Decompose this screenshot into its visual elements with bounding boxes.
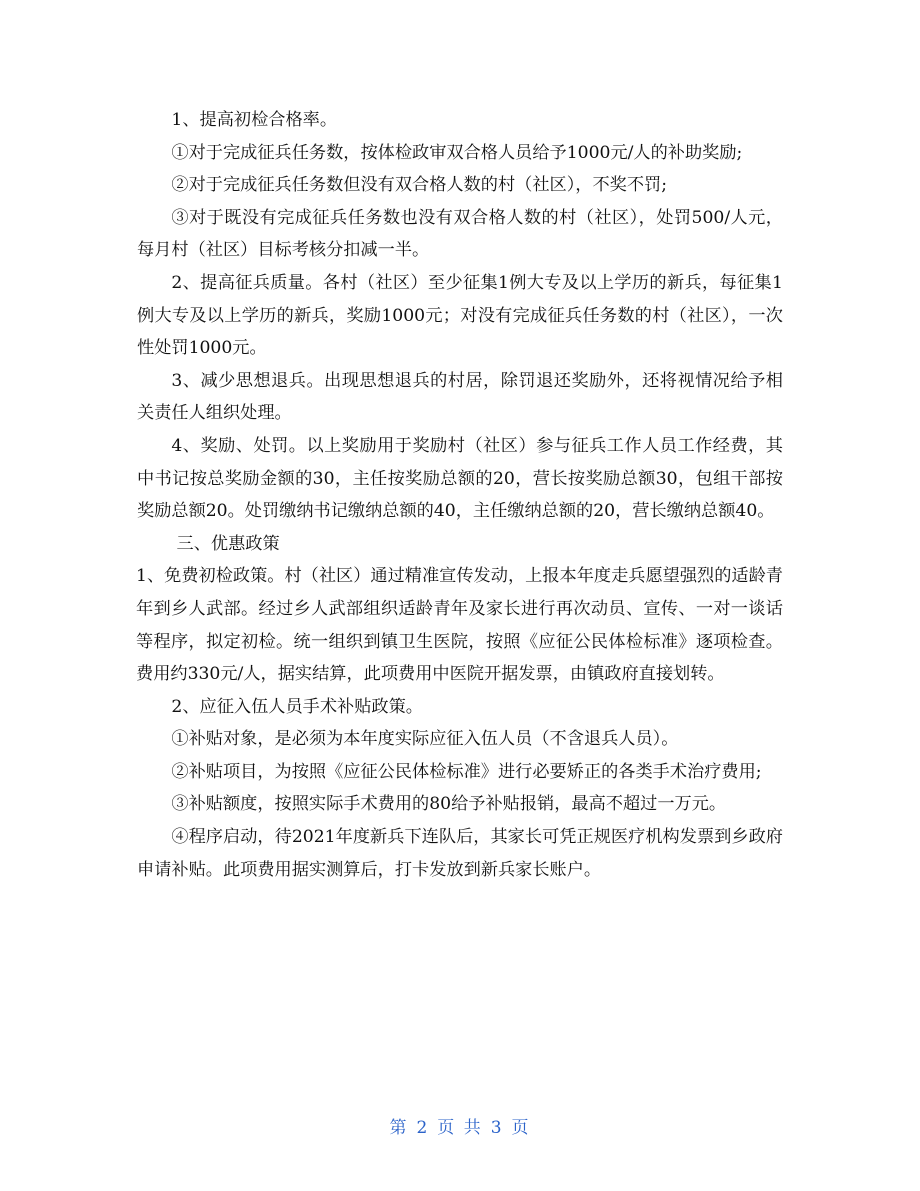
footer-total-pages: 3 bbox=[490, 1118, 504, 1138]
paragraph: ②补贴项目，为按照《应征公民体检标准》进行必要矫正的各类手术治疗费用; bbox=[171, 761, 762, 782]
document-body bbox=[137, 104, 783, 886]
footer-middle: 页 共 bbox=[437, 1118, 483, 1138]
paragraph: 1、提高初检合格率。 bbox=[171, 110, 338, 130]
paragraph: ①补贴对象，是必须为本年度实际应征入伍人员（不含退兵人员）。 bbox=[171, 729, 679, 750]
footer-suffix: 页 bbox=[511, 1118, 531, 1138]
paragraph: ④程序启动，待2021年度新兵下连队后，其家长可凭正规医疗机构发票到乡政府申请补贴。此项费用据实测算后，打卡发放到新兵家长账户。 bbox=[137, 827, 783, 880]
footer-page-number: 2 bbox=[416, 1118, 430, 1138]
footer-prefix: 第 bbox=[389, 1118, 409, 1138]
paragraph: 2、应征入伍人员手术补贴政策。 bbox=[171, 696, 423, 717]
paragraph: 2、提高征兵质量。各村（社区）至少征集1例大专及以上学历的新兵，每征集1例大专及以上学历的新兵，奖励1000元；对没有完成征兵任务数的村（社区），一次性处罚1000元。 bbox=[137, 272, 783, 359]
section-heading: 三、优惠政策 bbox=[176, 533, 280, 554]
paragraph: 4、奖励、处罚。以上奖励用于奖励村（社区）参与征兵工作人员工作经费，其中书记按总奖励金额的30，主任按奖励总额的20，营长按奖励总额30，包组干部按奖励总额20。处罚缴纳书记缴纳总额的40，主任缴纳总额的20，营长缴纳总额40。 bbox=[137, 435, 783, 522]
paragraph: ①对于完成征兵任务数，按体检政审双合格人员给予1000元/人的补助奖励; bbox=[171, 142, 743, 163]
paragraph: ③补贴额度，按照实际手术费用的80给予补贴报销，最高不超过一万元。 bbox=[171, 794, 727, 815]
paragraph: 3、减少思想退兵。出现思想退兵的村居，除罚退还奖励外，还将视情况给予相关责任人组织处理。 bbox=[137, 370, 783, 424]
paragraph: ③对于既没有完成征兵任务数也没有双合格人数的村（社区），处罚500/人元，每月村（社区）目标考核分扣减一半。 bbox=[137, 207, 783, 261]
page-footer bbox=[0, 1113, 920, 1138]
paragraph: 1、免费初检政策。村（社区）通过精准宣传发动，上报本年度走兵愿望强烈的适龄青年到乡人武部。经过乡人武部组织适龄青年及家长进行再次动员、宣传、一对一谈话等程序，拟定初检。统一组织到镇卫生医院，按照《应征公民体检标准》逐项检查。费用约330元/人，据实结算，此项费用中医院开据发票，由镇政府直接划转。 bbox=[136, 566, 783, 685]
paragraph: ②对于完成征兵任务数但没有双合格人数的村（社区），不奖不罚; bbox=[171, 175, 668, 196]
